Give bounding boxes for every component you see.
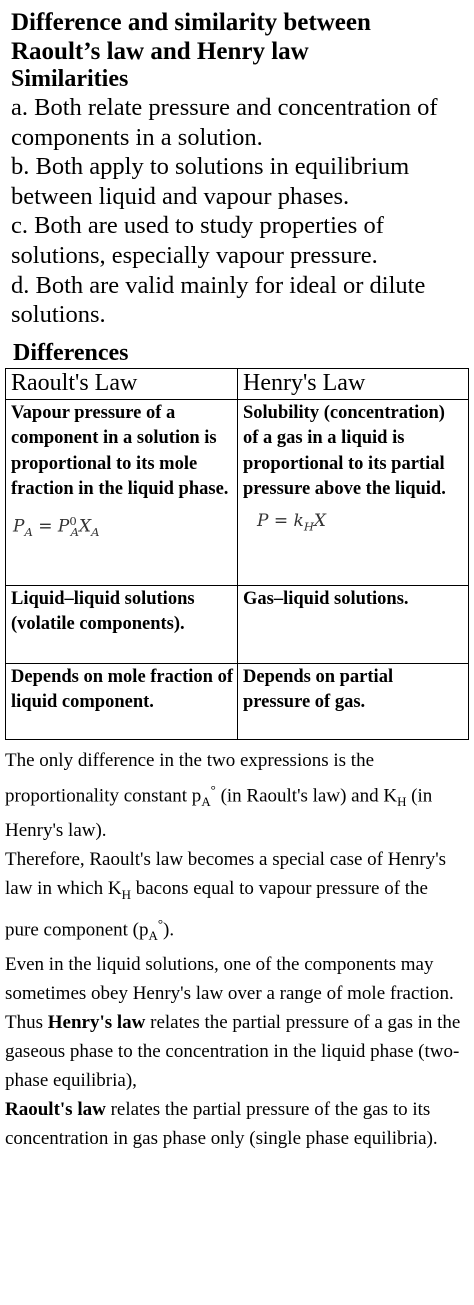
title-line-2: Raoult’s law and Henry law <box>11 38 309 65</box>
henry-definition: Solubility (concentration) of a gas in a liquid is proportional to its partial pressure above the liquid. <box>243 402 446 500</box>
header-raoult: Raoult's Law <box>6 368 238 399</box>
raoult-definition: Vapour pressure of a component in a solution is proportional to its mole fraction in the liquid phase. <box>11 402 229 500</box>
note-paragraph-5: Raoult's law relates the partial pressure of the gas to its concentration in gas phase only (single phase equilibria). <box>5 1098 438 1149</box>
similarity-point-c: c. Both are used to study properties of solutions, especially vapour pressure. <box>11 212 384 269</box>
table-cell: Depends on partial pressure of gas. <box>238 663 469 739</box>
header-henry: Henry's Law <box>238 368 469 399</box>
differences-title: Differences <box>13 339 129 366</box>
note-paragraph-4: Thus Henry's law relates the partial pressure of a gas in the gaseous phase to the concentration in the liquid phase (two-phase equilibria), <box>5 1011 461 1091</box>
table-row <box>6 663 469 739</box>
henry-formula: $P = k_HX$ <box>257 510 327 534</box>
similarities-title: Similarities <box>11 66 129 92</box>
note-paragraph-3: Even in the liquid solutions, one of the components may sometimes obey Henry's law over a range of mole fraction. <box>5 953 454 1004</box>
table-cell: Depends on mole fraction of liquid component. <box>6 663 238 739</box>
table-cell <box>6 399 238 585</box>
similarity-point-d: d. Both are valid mainly for ideal or dilute solutions. <box>11 271 426 329</box>
raoult-formula: $P_A = P^0_AX_A$ <box>13 513 100 539</box>
table-row <box>6 585 469 663</box>
raoult-law-bold: Raoult's law <box>5 1098 106 1120</box>
table-cell <box>238 399 469 585</box>
table-header-row <box>6 368 469 399</box>
henry-law-bold: Henry's law <box>47 1011 146 1033</box>
differences-table <box>5 368 469 740</box>
table-row <box>6 399 469 585</box>
explanation-notes <box>5 746 466 1153</box>
similarities-list <box>8 93 466 330</box>
title-line-1: Difference and similarity between <box>11 9 371 36</box>
similarity-point-a: a. Both relate pressure and concentration of components in a solution. <box>11 94 438 151</box>
similarity-point-b: b. Both apply to solutions in equilibrium between liquid and vapour phases. <box>11 153 410 210</box>
table-cell: Gas–liquid solutions. <box>238 585 469 663</box>
note-paragraph-2: Therefore, Raoult's law becomes a special case of Henry's law in which $K_H$ bacons equal to vapour pressure of the pure component $(p_A^\circ)$. <box>5 848 447 943</box>
table-cell: Liquid–liquid solutions (volatile components). <box>6 585 238 663</box>
page-title <box>11 8 466 66</box>
note-paragraph-1: The only difference in the two expressions is the proportionality constant $p_A^\circ$ (in Raoult's law) and $K_H$ (in Henry's law). <box>5 749 433 841</box>
